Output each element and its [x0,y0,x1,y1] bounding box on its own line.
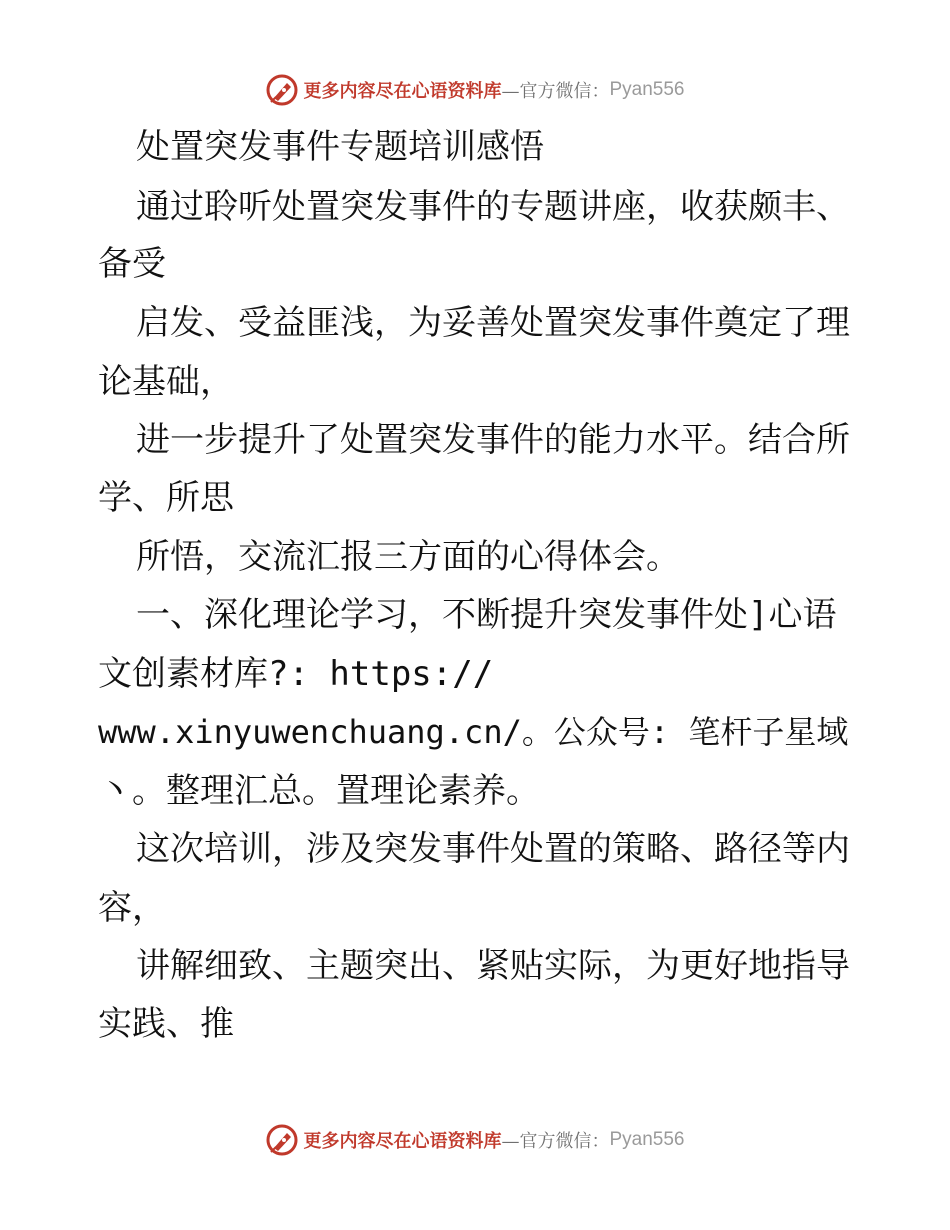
banner-wechat-label: —官方微信： [501,1131,610,1152]
document-title: 处置突发事件专题培训感悟 [136,127,544,167]
paragraph-line: 实践、推 [98,1004,234,1044]
banner-wechat-id: Pyan556 [609,79,685,100]
paragraph-line: 论基础， [98,362,234,402]
footer-banner [0,1122,950,1158]
paragraph-line: 通过聆听处置突发事件的专题讲座，收获颇丰、 [136,187,850,227]
paragraph-line: 启发、受益匪浅，为妥善处置突发事件奠定了理 [136,303,850,343]
banner-wechat-id: Pyan556 [609,1129,685,1150]
banner-slogan: 更多内容尽在心语资料库 [303,1131,502,1152]
paragraph-line: 进一步提升了处置突发事件的能力水平。结合所 [136,420,850,460]
paragraph-line: 文创素材库?: https:// [98,654,494,694]
paragraph-line: 所悟，交流汇报三方面的心得体会。 [136,537,680,577]
paragraph-line: 讲解细致、主题突出、紧贴实际，为更好地指导 [136,946,850,986]
paragraph-line: 容， [98,888,166,928]
banner-wechat-label: —官方微信： [501,81,610,102]
paragraph-line: 这次培训，涉及突发事件处置的策略、路径等内 [136,829,850,869]
paragraph-line: www.xinyuwenchuang.cn/。公众号: 笔杆子星域 [98,713,849,751]
pen-nib-logo-icon [265,1123,299,1157]
paragraph-line: 备受 [98,244,166,284]
banner-slogan: 更多内容尽在心语资料库 [303,81,502,102]
paragraph-line: 丶。整理汇总。置理论素养。 [98,771,540,811]
section-heading: 一、深化理论学习，不断提升突发事件处]心语 [136,595,837,635]
paragraph-line: 学、所思 [98,478,234,518]
